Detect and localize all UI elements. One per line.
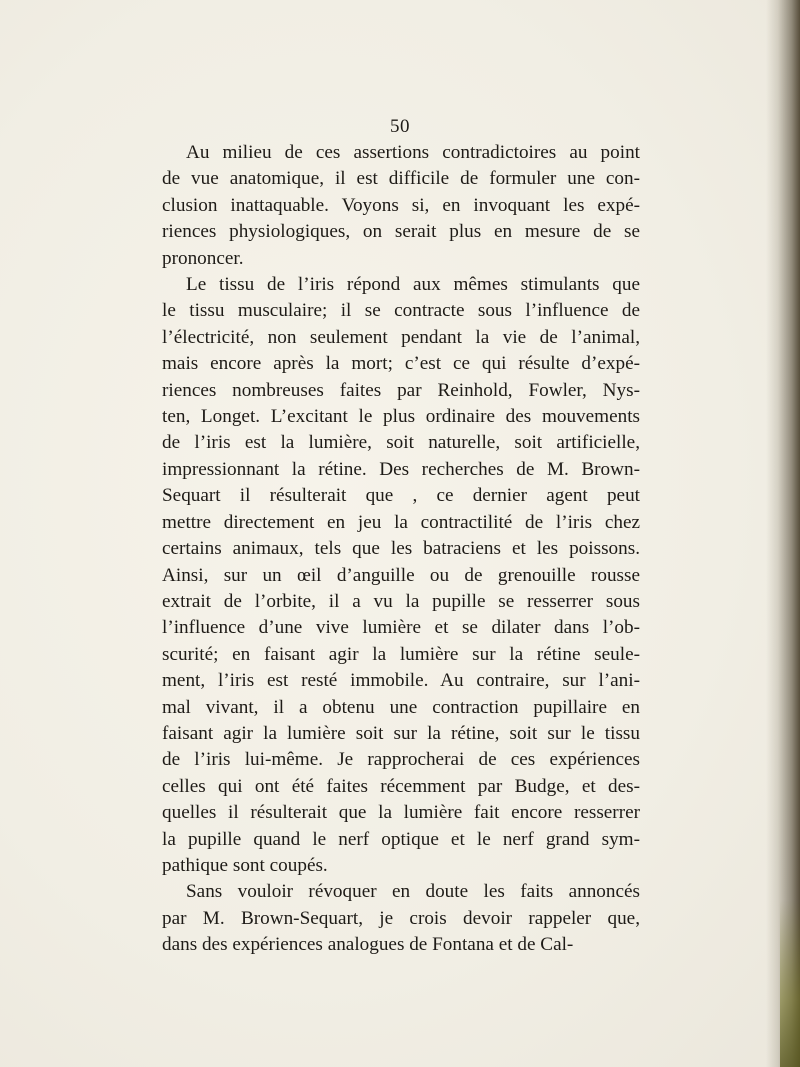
page-edge-stain <box>780 900 800 1067</box>
text-line: mais encore après la mort; c’est ce qui résulte d’expé- <box>162 353 640 375</box>
paragraph <box>162 272 640 879</box>
text-line: riences physiologiques, on serait plus en mesure de se <box>162 221 640 243</box>
text-line: prononcer. <box>162 247 244 269</box>
page-number: 50 <box>390 116 410 137</box>
text-line: mettre directement en jeu la contractilité de l’iris chez <box>162 511 640 533</box>
text-line: Le tissu de l’iris répond aux mêmes stimulants que <box>186 274 640 296</box>
paragraph <box>162 879 640 958</box>
text-line: ten, Longet. L’excitant le plus ordinaire des mouvements <box>162 406 640 428</box>
text-line: Ainsi, sur un œil d’anguille ou de grenouille rousse <box>162 564 640 586</box>
text-line: riences nombreuses faites par Reinhold, Fowler, Nys- <box>162 379 640 401</box>
text-line: scurité; en faisant agir la lumière sur la rétine seule- <box>162 643 640 665</box>
text-line: pathique sont coupés. <box>162 854 328 876</box>
text-line: clusion inattaquable. Voyons si, en invoquant les expé- <box>162 194 640 216</box>
text-line: dans des expériences analogues de Fontana et de Cal- <box>162 934 574 956</box>
text-line: de l’iris est la lumière, soit naturelle, soit artificielle, <box>162 432 640 454</box>
text-line: par M. Brown-Sequart, je crois devoir rappeler que, <box>162 907 640 929</box>
text-line: faisant agir la lumière soit sur la rétine, soit sur le tissu <box>162 722 640 744</box>
text-line: la pupille quand le nerf optique et le nerf grand sym- <box>162 828 640 850</box>
text-line: l’influence d’une vive lumière et se dilater dans l’ob- <box>162 617 640 639</box>
text-line: Sans vouloir révoquer en doute les faits annoncés <box>186 881 640 903</box>
paragraph <box>162 140 640 272</box>
text-line: ment, l’iris est resté immobile. Au contraire, sur l’ani- <box>162 670 640 692</box>
text-line: de l’iris lui-même. Je rapprocherai de ces expériences <box>162 749 640 771</box>
text-line: mal vivant, il a obtenu une contraction pupillaire en <box>162 696 640 718</box>
text-line: le tissu musculaire; il se contracte sous l’influence de <box>162 300 640 322</box>
text-line: l’électricité, non seulement pendant la vie de l’animal, <box>162 326 640 348</box>
text-line: quelles il résulterait que la lumière fait encore resserrer <box>162 802 640 824</box>
text-line: celles qui ont été faites récemment par Budge, et des- <box>162 775 640 797</box>
text-line: certains animaux, tels que les batraciens et les poissons. <box>162 538 640 560</box>
text-line: Au milieu de ces assertions contradictoires au point <box>186 142 640 163</box>
body-text <box>162 140 640 959</box>
text-line: Sequart il résulterait que , ce dernier agent peut <box>162 485 640 507</box>
text-line: de vue anatomique, il est difficile de formuler une con- <box>162 168 640 190</box>
text-line: impressionnant la rétine. Des recherches de M. Brown- <box>162 458 640 480</box>
text-line: extrait de l’orbite, il a vu la pupille se resserrer sous <box>162 590 640 612</box>
